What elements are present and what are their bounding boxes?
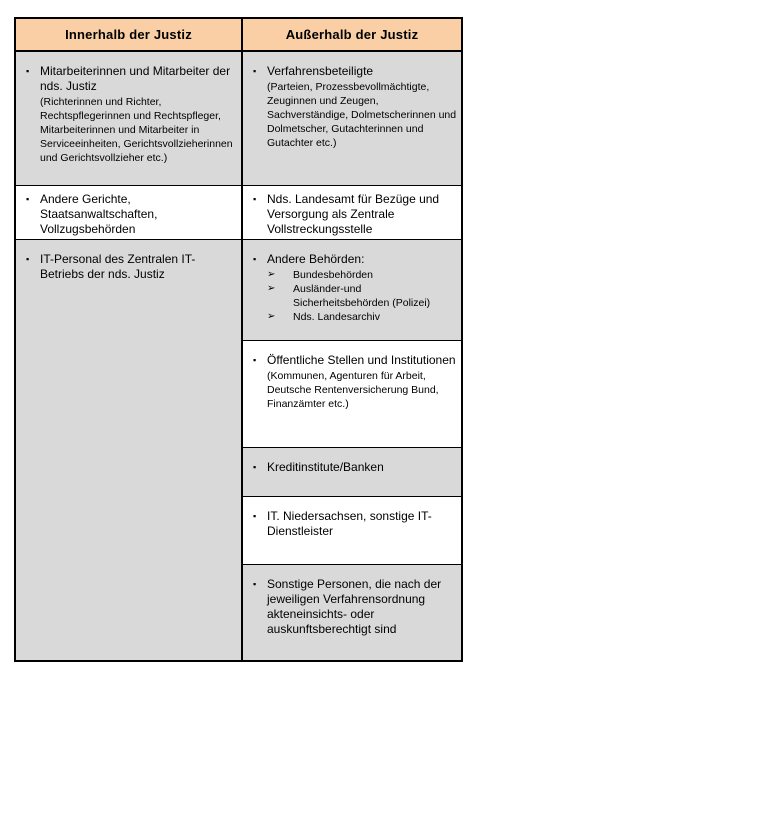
cell-main-text: IT-Personal des Zentralen IT-Betriebs der nds. Justiz [40,252,196,281]
cell-main-text: Andere Behörden: [267,252,365,266]
table-body [16,52,461,660]
square-bullet-icon: ▪ [26,66,30,76]
justiz-categories-table [14,17,463,662]
arrow-bullet-icon: ➢ [267,311,276,322]
cell-kreditinstitute [243,448,461,497]
square-bullet-icon: ▪ [253,355,257,365]
cell-main-text: Kreditinstitute/Banken [267,460,384,474]
cell-mitarbeiter-justiz [16,52,241,186]
cell-andere-behoerden [243,240,461,341]
header-innerhalb-label: Innerhalb der Justiz [65,27,192,42]
sublist-item-label: Nds. Landesarchiv [293,311,380,323]
header-ausserhalb [243,19,461,50]
sublist-item [267,310,457,324]
square-bullet-icon: ▪ [26,194,30,204]
cell-it-personal [16,240,241,660]
cell-main-text: IT. Niedersachsen, sonstige IT-Dienstleister [267,509,432,538]
cell-main-text: Mitarbeiterinnen und Mitarbeiter der nds. Justiz [40,64,231,93]
sublist-item [267,268,457,282]
column-innerhalb [16,52,243,660]
square-bullet-icon: ▪ [253,254,257,264]
sublist-item [267,282,457,310]
cell-landesamt [243,186,461,240]
sublist-item-label: Ausländer-und Sicherheitsbehörden (Polizei) [293,283,431,309]
cell-it-niedersachsen [243,497,461,565]
cell-main-text: Sonstige Personen, die nach der jeweiligen Verfahrensordnung akteneinsichts- oder auskunftsberechtigt sind [267,577,442,636]
cell-detail-text: (Parteien, Prozessbevollmächtigte, Zeuginnen und Zeugen, Sachverständige, Dolmetscherinnen und Dolmetscher, Gutachterinnen und Gutachter etc.) [267,81,457,149]
cell-verfahrensbeteiligte [243,52,461,186]
square-bullet-icon: ▪ [253,66,257,76]
behoerden-sublist [253,268,457,324]
cell-main-text: Verfahrensbeteiligte [267,64,374,78]
square-bullet-icon: ▪ [26,254,30,264]
arrow-bullet-icon: ➢ [267,269,276,280]
cell-oeffentliche-stellen [243,341,461,448]
arrow-bullet-icon: ➢ [267,283,276,294]
cell-main-text: Andere Gerichte, Staatsanwaltschaften, Vollzugsbehörden [40,192,158,236]
cell-andere-gerichte [16,186,241,240]
column-ausserhalb [243,52,461,660]
square-bullet-icon: ▪ [253,579,257,589]
square-bullet-icon: ▪ [253,462,257,472]
cell-detail-text: (Richterinnen und Richter, Rechtspflegerinnen und Rechtspfleger, Mitarbeiterinnen und Mitarbeiter in Serviceeinheiten, Gerichtsvollzieherinnen und Gerichtsvollzieher etc.) [40,96,233,164]
header-innerhalb [16,19,243,50]
header-ausserhalb-label: Außerhalb der Justiz [285,27,419,42]
square-bullet-icon: ▪ [253,511,257,521]
table-header-row [16,19,461,52]
cell-main-text: Öffentliche Stellen und Institutionen [267,353,456,367]
square-bullet-icon: ▪ [253,194,257,204]
cell-main-text: Nds. Landesamt für Bezüge und Versorgung als Zentrale Vollstreckungsstelle [267,192,440,236]
cell-sonstige-personen [243,565,461,660]
sublist-item-label: Bundesbehörden [293,269,373,281]
cell-detail-text: (Kommunen, Agenturen für Arbeit, Deutsche Rentenversicherung Bund, Finanzämter etc.) [267,370,439,410]
